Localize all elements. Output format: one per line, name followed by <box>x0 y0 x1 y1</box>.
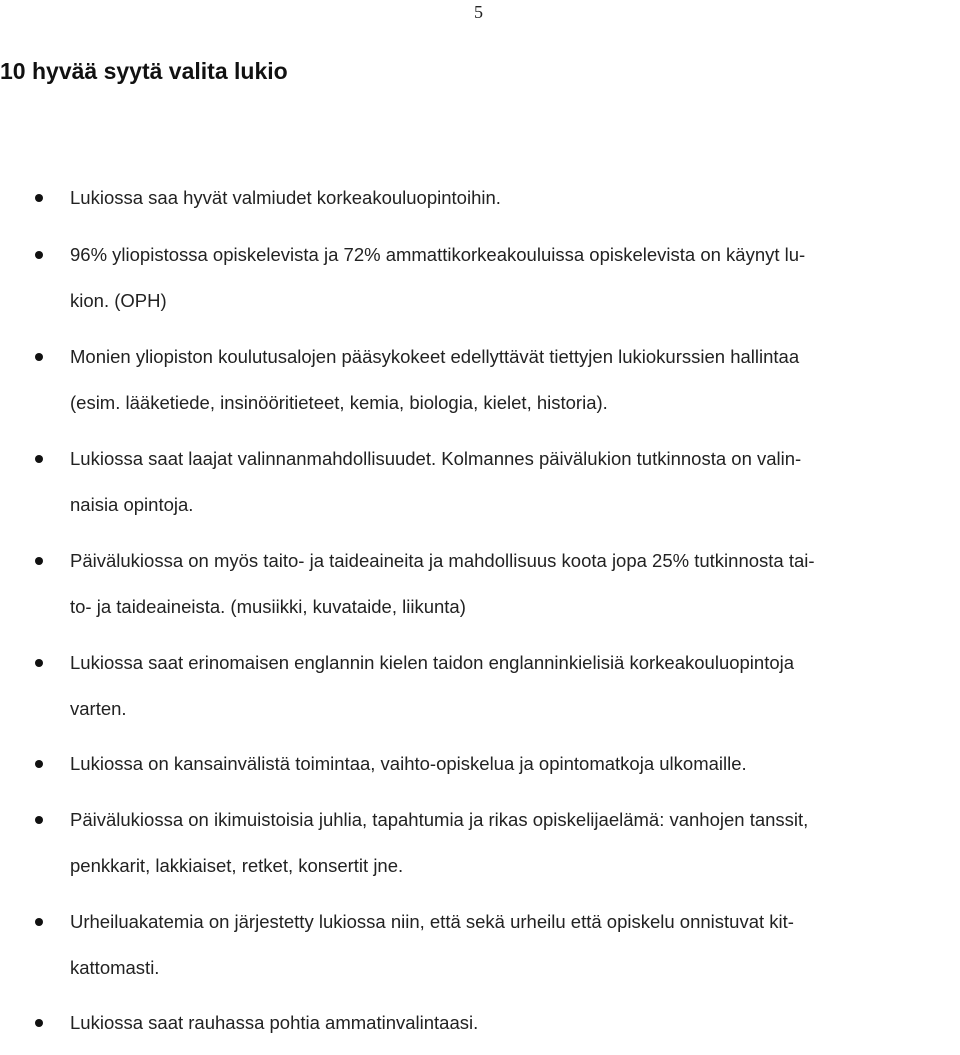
bullet-line: (esim. lääketiede, insinööritieteet, kemia, biologia, kielet, historia). <box>70 392 608 413</box>
bullet-line: 96% yliopistossa opiskelevista ja 72% ammattikorkeakouluissa opiskelevista on käynyt lu- <box>70 244 806 265</box>
bullet-line: Lukiossa saat rauhassa pohtia ammatinvalintaasi. <box>70 1012 479 1033</box>
bullet-text <box>70 750 954 796</box>
bullet-icon <box>35 251 43 259</box>
bullet-line: Urheiluakatemia on järjestetty lukiossa niin, että sekä urheilu että opiskelu onnistuvat kit- <box>70 911 794 932</box>
bullet-text <box>70 241 954 333</box>
bullet-line: Monien yliopiston koulutusalojen pääsykokeet edellyttävät tiettyjen lukiokurssien hallintaa <box>70 346 800 367</box>
bullet-icon <box>35 659 43 667</box>
bullet-line: kion. (OPH) <box>70 290 167 311</box>
bullet-line: Päivälukiossa on ikimuistoisia juhlia, tapahtumia ja rikas opiskelijaelämä: vanhojen tanssit, <box>70 809 809 830</box>
bullet-text <box>70 806 954 898</box>
bullet-text <box>70 343 954 435</box>
bullet-line: to- ja taideaineista. (musiikki, kuvataide, liikunta) <box>70 596 466 617</box>
bullet-icon <box>35 194 43 202</box>
bullet-text <box>70 1009 954 1055</box>
bullet-line: Lukiossa saa hyvät valmiudet korkeakouluopintoihin. <box>70 187 501 208</box>
bullet-line: penkkarit, lakkiaiset, retket, konsertit jne. <box>70 855 404 876</box>
bullet-icon <box>35 557 43 565</box>
bullet-text <box>70 908 954 1000</box>
bullet-line: Lukiossa on kansainvälistä toimintaa, vaihto-opiskelua ja opintomatkoja ulkomaille. <box>70 753 747 774</box>
bullet-icon <box>35 918 43 926</box>
bullet-icon <box>35 760 43 768</box>
page-title: 10 hyvää syytä valita lukio <box>0 58 288 84</box>
page-number: 5 <box>474 2 483 22</box>
bullet-line: kattomasti. <box>70 957 160 978</box>
bullet-icon <box>35 353 43 361</box>
bullet-text <box>70 184 954 230</box>
bullet-line: varten. <box>70 698 127 719</box>
bullet-line: Lukiossa saat erinomaisen englannin kielen taidon englanninkielisiä korkeakouluopintoja <box>70 652 795 673</box>
bullet-line: naisia opintoja. <box>70 494 194 515</box>
bullet-icon <box>35 455 43 463</box>
bullet-text <box>70 649 954 741</box>
bullet-icon <box>35 816 43 824</box>
bullet-text <box>70 445 954 537</box>
bullet-line: Lukiossa saat laajat valinnanmahdollisuudet. Kolmannes päivälukion tutkinnosta on valin- <box>70 448 802 469</box>
bullet-text <box>70 547 954 639</box>
bullet-icon <box>35 1019 43 1027</box>
bullet-line: Päivälukiossa on myös taito- ja taideaineita ja mahdollisuus koota jopa 25% tutkinnosta tai- <box>70 550 815 571</box>
